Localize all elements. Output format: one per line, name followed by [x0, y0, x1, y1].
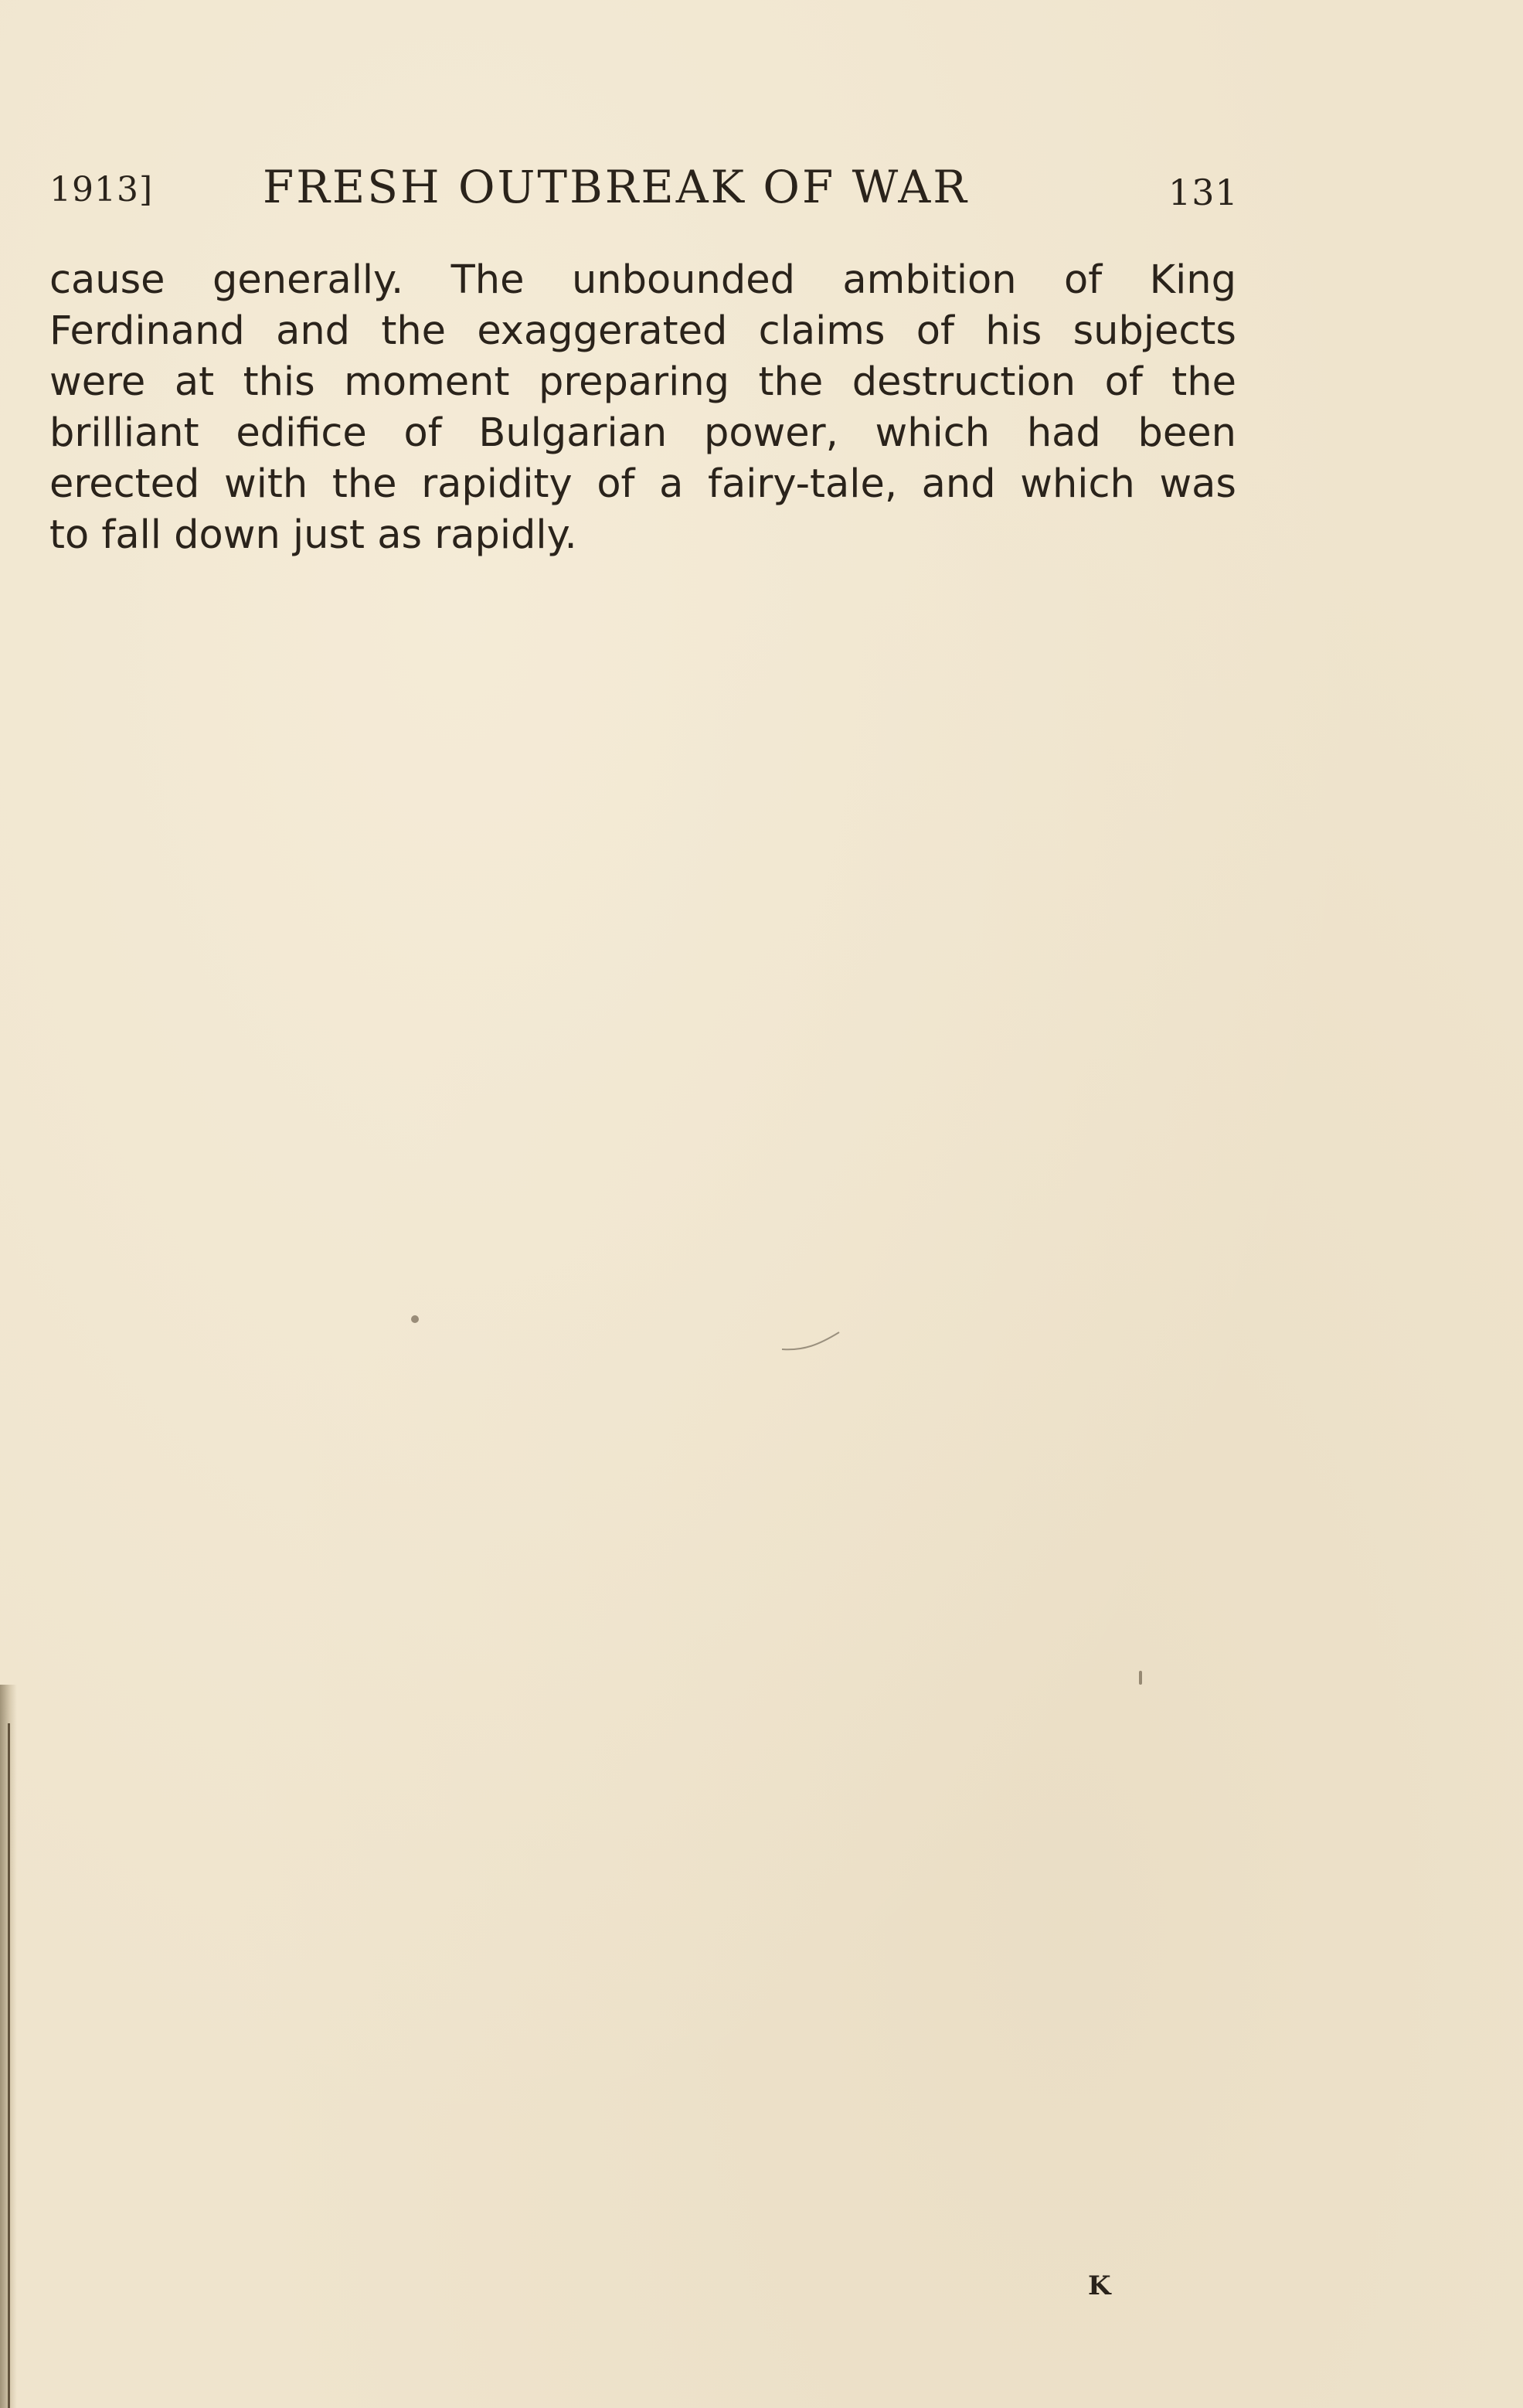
body-line: to fall down just as rapidly. [49, 512, 577, 558]
running-head [0, 158, 1523, 212]
paper-speck [1139, 1671, 1142, 1685]
paper-speck [411, 1315, 419, 1323]
body-line: erected with the rapidity of a fairy-tale, and which was [49, 461, 1236, 507]
running-head-title: FRESH OUTBREAK OF WAR [263, 161, 969, 213]
body-paragraph [49, 255, 1236, 561]
signature-mark: K [1088, 2270, 1111, 2301]
body-line: Ferdinand and the exaggerated claims of his subjects [49, 308, 1236, 354]
running-head-year: 1913] [49, 170, 154, 209]
body-line: brilliant edifice of Bulgarian power, which had been [49, 410, 1236, 456]
body-line: cause generally. The unbounded ambition of King [49, 257, 1236, 303]
body-line: were at this moment preparing the destruction of the [49, 359, 1236, 405]
paper-mark [780, 1329, 842, 1352]
page-binding-edge [8, 1723, 10, 2408]
page-number: 131 [1168, 172, 1239, 213]
